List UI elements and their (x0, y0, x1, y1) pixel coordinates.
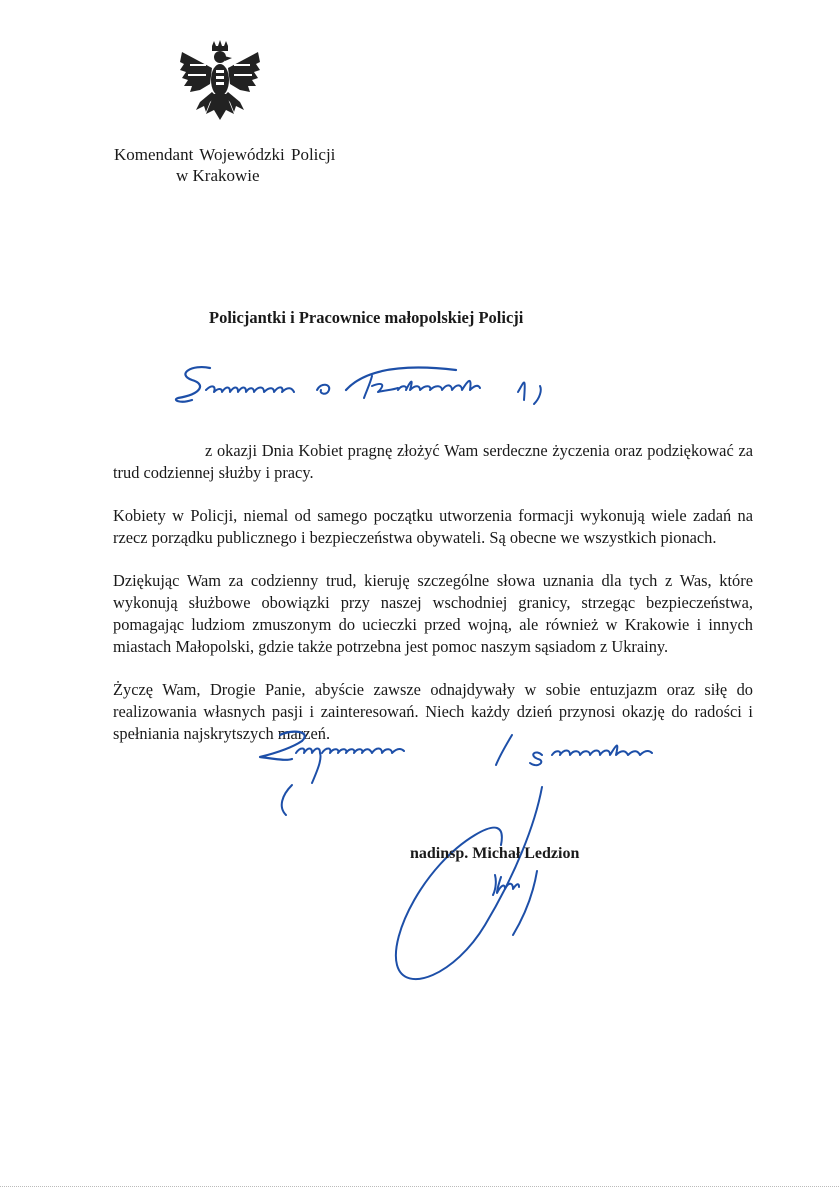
issuer-location: w Krakowie (176, 166, 260, 185)
paragraph-3: Dziękując Wam za codzienny trud, kieruję szczególne słowa uznania dla tych z Was, które wykonują służbowe obowiązki przy naszej wschodniej granicy, strzegąc bezpieczeństwa, pomagając ludziom zmuszonym do ucieczki przed wojną, ale również w Krakowie i innych miastach Małopolski, gdzie także potrzebna jest pomoc naszym sąsiadom z Ukrainy. (113, 571, 753, 656)
signature-scribble (385, 785, 565, 985)
signer-name: nadinsp. Michał Ledzion (410, 845, 580, 862)
letter-addressee: Policjantki i Pracownice małopolskiej Policji (209, 308, 524, 327)
page-bottom-edge (0, 1186, 839, 1188)
letter-body (113, 440, 753, 766)
polish-eagle-emblem-icon (176, 40, 264, 132)
handwritten-greeting (172, 360, 652, 420)
paragraph-1: z okazji Dnia Kobiet pragnę złożyć Wam serdeczne życzenia oraz podziękować za trud codziennej służby i pracy. (113, 441, 753, 482)
paragraph-4: Życzę Wam, Drogie Panie, abyście zawsze odnajdywały w sobie entuzjazm oraz siłę do realizowania własnych pasji i zainteresowań. Niech każdy dzień przynosi okazję do radości i spełniania najskrytszych marzeń. (113, 680, 753, 743)
paragraph-2: Kobiety w Policji, niemal od samego początku utworzenia formacji wykonują wiele zadań na rzecz porządku publicznego i bezpieczeństwa obywateli. Są obecne we wszystkich pionach. (113, 506, 753, 547)
issuer-title: Komendant Wojewódzki Policji (114, 145, 336, 164)
